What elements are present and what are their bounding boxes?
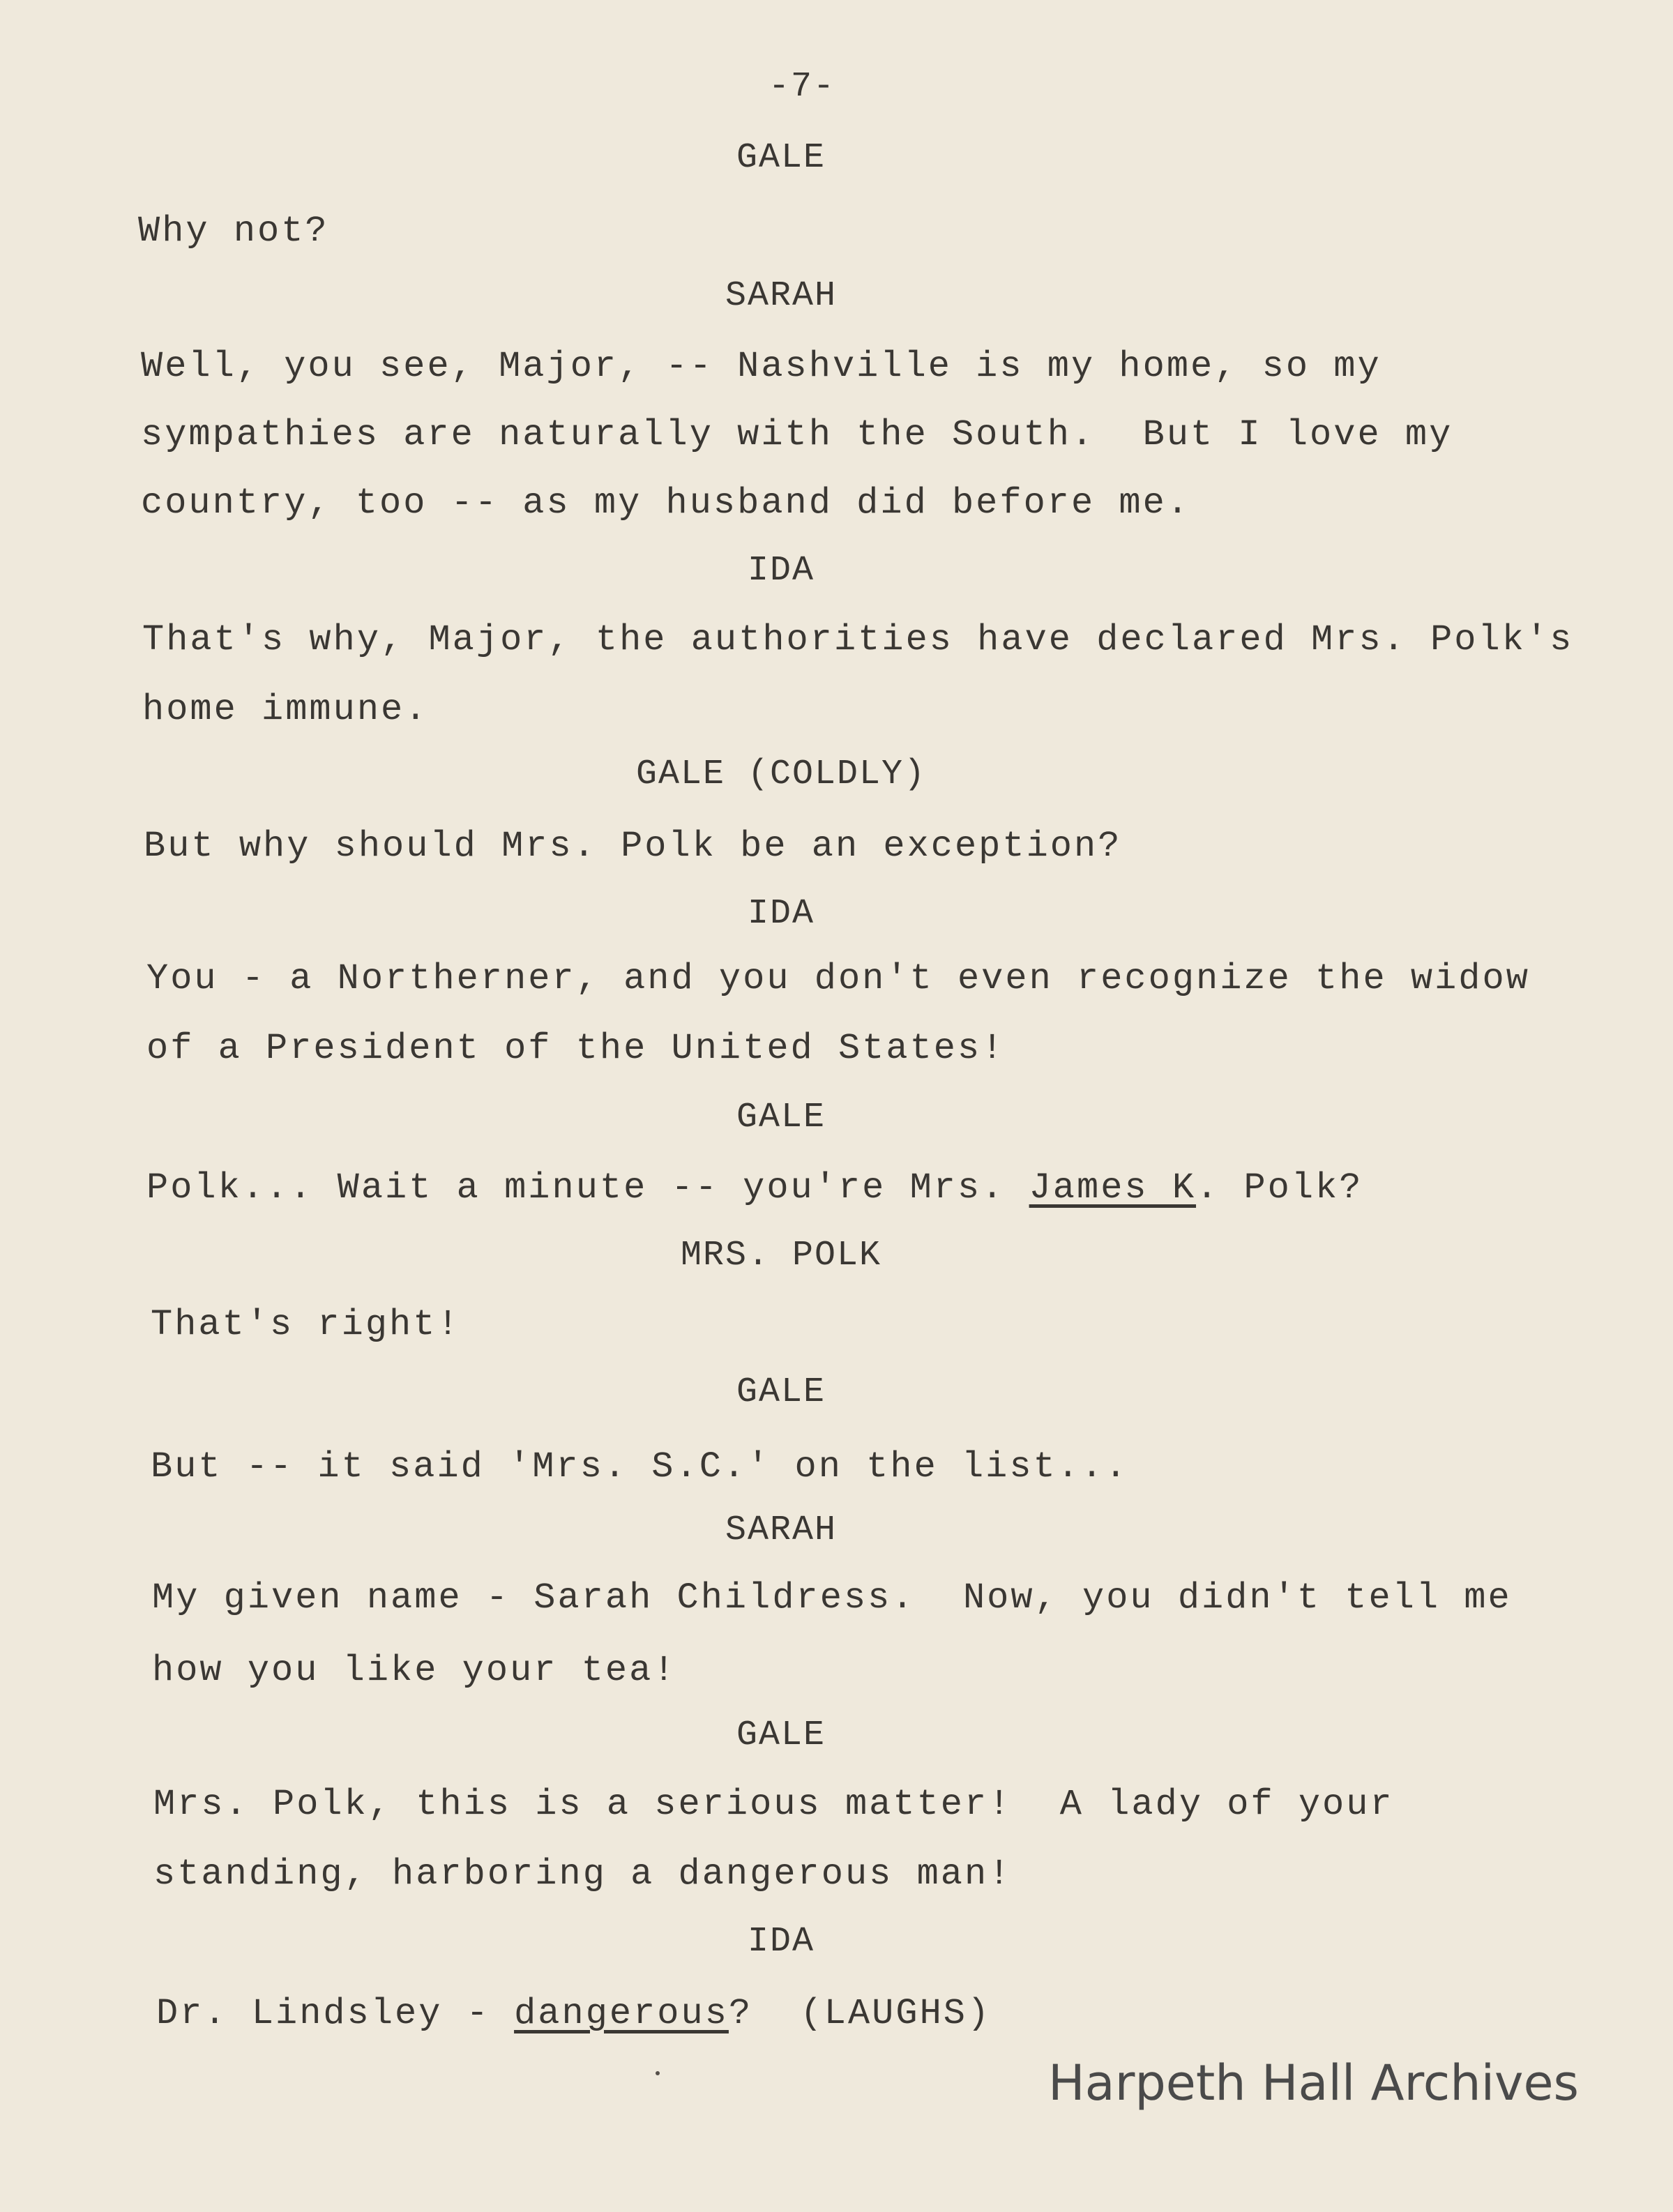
dialogue-line: Why not? <box>138 211 329 252</box>
dialogue-line: sympathies are naturally with the South. But I love my <box>141 414 1453 455</box>
dialogue-line: how you like your tea! <box>152 1650 677 1691</box>
dialogue-line: of a President of the United States! <box>146 1028 1006 1069</box>
dialogue-line <box>156 1993 991 2034</box>
dialogue-line: standing, harboring a dangerous man! <box>153 1854 1013 1895</box>
dialogue-line: But -- it said 'Mrs. S.C.' on the list... <box>151 1446 1129 1487</box>
line-text: Polk... Wait a minute -- you're Mrs. <box>146 1167 1029 1209</box>
speaker-name: SARAH <box>725 276 838 316</box>
dialogue-line: That's why, Major, the authorities have declared Mrs. Polk's <box>142 619 1574 660</box>
page-number: -7- <box>768 67 835 107</box>
speaker-name: GALE <box>736 1715 826 1755</box>
dialogue-line: country, too -- as my husband did before me. <box>141 483 1191 524</box>
speaker-name: GALE <box>736 138 826 178</box>
speaker-name: MRS. POLK <box>680 1236 882 1275</box>
dialogue-line <box>146 1167 1363 1209</box>
dialogue-line: home immune. <box>142 689 429 730</box>
line-text: . Polk? <box>1196 1167 1363 1209</box>
speaker-name: GALE (COLDLY) <box>635 755 927 794</box>
line-text: Dr. Lindsley - <box>156 1993 515 2034</box>
speaker-name: IDA <box>747 1922 815 1962</box>
underlined-name: James K <box>1029 1167 1197 1209</box>
underlined-word: dangerous <box>514 1993 729 2034</box>
dialogue-line: Well, you see, Major, -- Nashville is my home, so my <box>141 346 1381 387</box>
speaker-name: IDA <box>747 894 815 934</box>
dialogue-line: That's right! <box>151 1304 461 1345</box>
speaker-name: GALE <box>736 1098 826 1137</box>
speaker-name: GALE <box>736 1372 826 1412</box>
dialogue-line: My given name - Sarah Childress. Now, you didn't tell me <box>152 1577 1512 1619</box>
speaker-name: IDA <box>747 551 815 591</box>
ink-speck <box>656 2071 660 2075</box>
speaker-name: SARAH <box>725 1510 838 1550</box>
line-text: ? (LAUGHS) <box>728 1993 992 2034</box>
dialogue-line: But why should Mrs. Polk be an exception? <box>144 826 1122 867</box>
archive-watermark: Harpeth Hall Archives <box>1048 2054 1579 2112</box>
dialogue-line: Mrs. Polk, this is a serious matter! A lady of your <box>153 1784 1394 1825</box>
dialogue-line: You - a Northerner, and you don't even recognize the widow <box>146 958 1530 999</box>
